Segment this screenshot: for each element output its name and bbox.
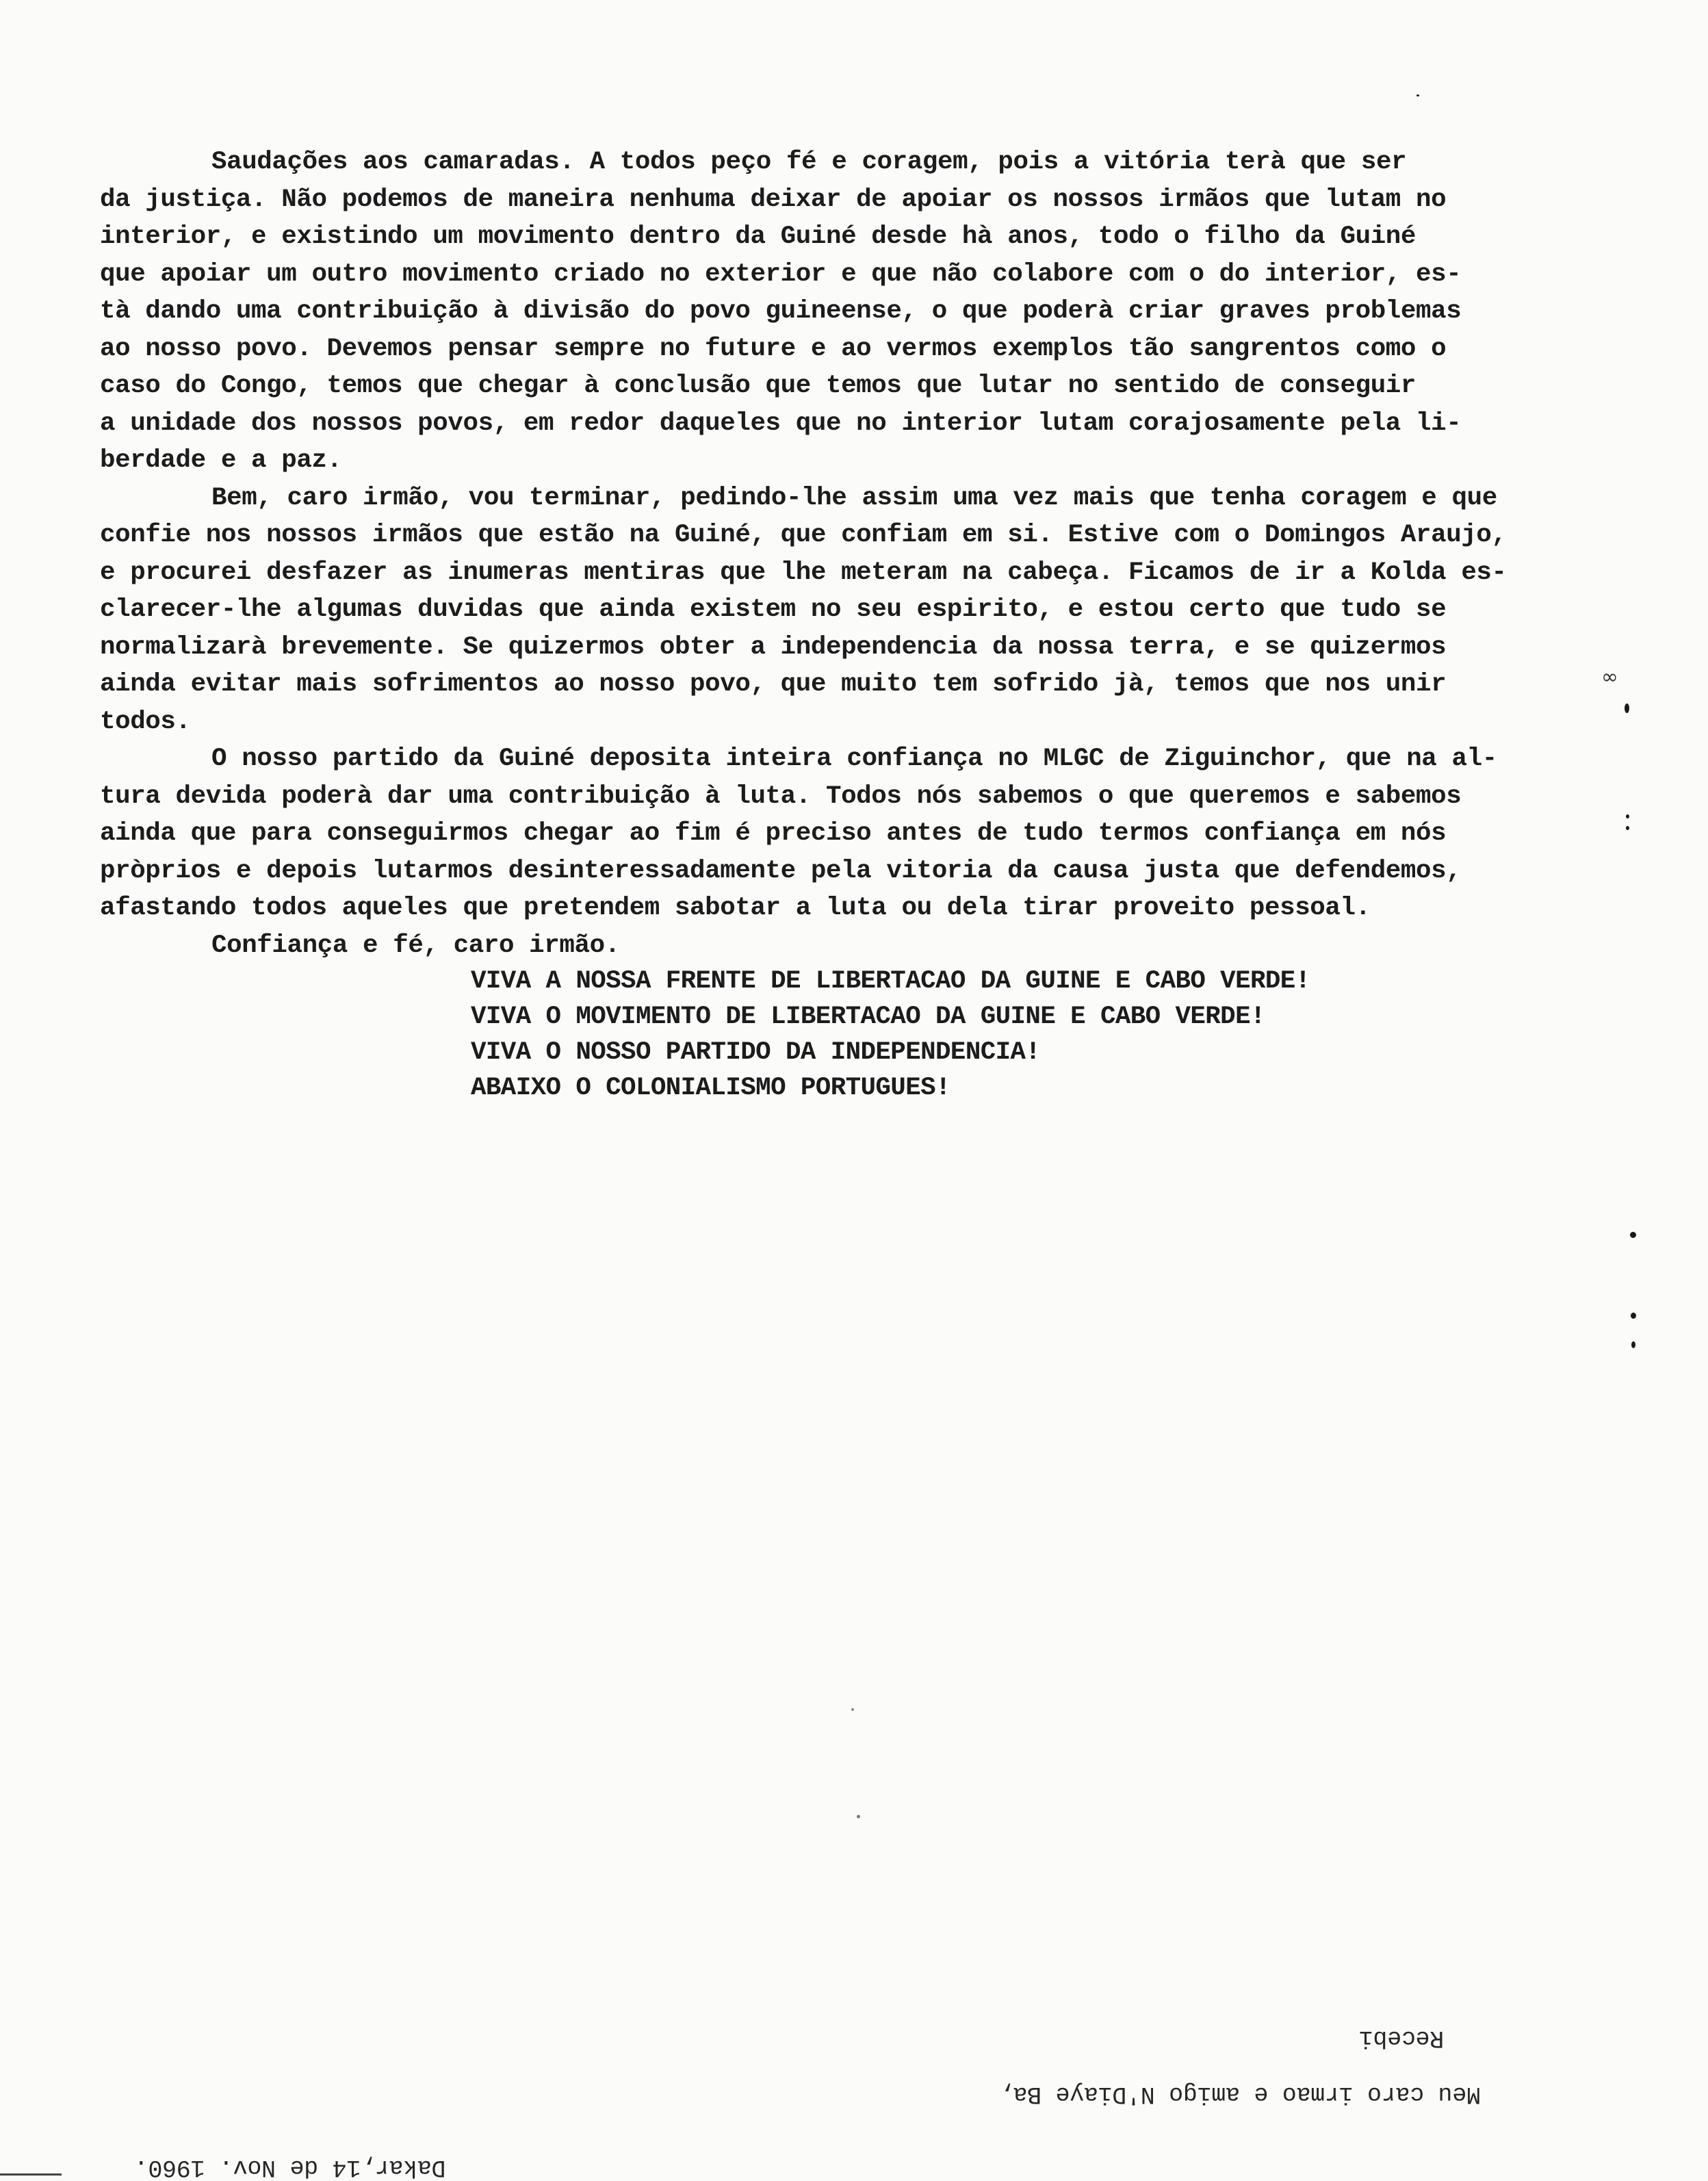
closing-line: Confiança e fé, caro irmão. bbox=[211, 931, 620, 960]
reverse-date-text: Dakar,14 de Nov. 1960. bbox=[134, 2154, 446, 2181]
margin-scribble-icon: ∞ bbox=[1601, 665, 1618, 689]
ink-speck bbox=[1631, 1341, 1635, 1348]
text-line: da justiça. Não podemos de maneira nenhuma deixar de apoiar os nossos irmãos que lutam no bbox=[100, 185, 1447, 214]
text-line: confie nos nossos irmãos que estão na Guiné, que confiam em si. Estive com o Domingos Araujo, bbox=[100, 521, 1507, 550]
ink-speck bbox=[1626, 814, 1629, 818]
text-line: tura devida poderà dar uma contribuição à luta. Todos nós sabemos o que queremos e sabemos bbox=[100, 782, 1462, 811]
paragraph-2 bbox=[100, 480, 1605, 741]
text-line: Bem, caro irmão, vou terminar, pedindo-lhe assim uma vez mais que tenha coragem e que bbox=[211, 483, 1497, 513]
reverse-recebi-text: Recebi bbox=[1359, 2024, 1445, 2052]
slogans-block bbox=[471, 964, 1310, 1106]
text-line: normalizarà brevemente. Se quizermos obter a independencia da nossa terra, e se quizermos bbox=[100, 632, 1447, 662]
text-line: caso do Congo, temos que chegar à conclusão que temos que lutar no sentido de conseguir bbox=[100, 372, 1416, 400]
slogan-line: VIVA O NOSSO PARTIDO DA INDEPENDENCIA! bbox=[471, 1038, 1041, 1067]
text-line: tà dando uma contribuição à divisão do povo guineense, o que poderà criar graves problemas bbox=[100, 297, 1462, 326]
text-line: ao nosso povo. Devemos pensar sempre no future e ao vermos exemplos tão sangrentos como o bbox=[100, 334, 1447, 363]
text-line: todos. bbox=[100, 707, 191, 736]
text-line: ainda que para conseguirmos chegar ao fim é preciso antes de tudo termos confiança em nós bbox=[100, 819, 1447, 848]
text-line: Saudações aos camaradas. A todos peço fé e coragem, pois a vitória terà que ser bbox=[211, 148, 1407, 177]
ink-speck bbox=[1625, 704, 1629, 713]
text-line: interior, e existindo um movimento dentro da Guiné desde hà anos, todo o filho da Guiné bbox=[100, 222, 1416, 251]
text-line: O nosso partido da Guiné deposita inteira confiança no MLGC de Ziguinchor, que na al- bbox=[211, 745, 1497, 773]
letter-body bbox=[100, 144, 1605, 964]
ink-speck bbox=[1631, 1313, 1636, 1319]
ink-speck bbox=[1626, 826, 1629, 830]
text-line: e procurei desfazer as inumeras mentiras que lhe meteram na cabeça. Ficamos de ir a Kolda es- bbox=[100, 558, 1507, 587]
paragraph-3 bbox=[100, 740, 1605, 927]
slogan-line: VIVA O MOVIMENTO DE LIBERTACAO DA GUINE E CABO VERDE! bbox=[471, 1003, 1265, 1031]
paragraph-4 bbox=[100, 927, 1605, 965]
text-line: afastando todos aqueles que pretendem sabotar a luta ou dela tirar proveito pessoal. bbox=[100, 894, 1371, 922]
ink-speck bbox=[1630, 1232, 1636, 1238]
text-line: pròprios e depois lutarmos desinteressadamente pela vitoria da causa justa que defendemos, bbox=[100, 856, 1462, 886]
text-line: ainda evitar mais sofrimentos ao nosso povo, que muito tem sofrido jà, temos que nos unir bbox=[100, 670, 1447, 699]
reverse-salutation-text: Meu caro irmao e amigo N'Diaye Ba, bbox=[999, 2080, 1481, 2108]
text-line: a unidade dos nossos povos, em redor daqueles que no interior lutam corajosamente pela li- bbox=[100, 409, 1462, 438]
ink-speck bbox=[1416, 94, 1419, 96]
paragraph-1 bbox=[100, 144, 1605, 480]
ink-speck bbox=[851, 1708, 854, 1711]
slogan-line: ABAIXO O COLONIALISMO PORTUGUES! bbox=[471, 1074, 950, 1102]
text-line: berdade e a paz. bbox=[100, 446, 342, 475]
ink-speck bbox=[857, 1815, 860, 1818]
edge-rule bbox=[0, 2173, 62, 2176]
text-line: que apoiar um outro movimento criado no exterior e que não colabore com o do interior, es- bbox=[100, 259, 1462, 289]
slogan-line: VIVA A NOSSA FRENTE DE LIBERTACAO DA GUINE E CABO VERDE! bbox=[471, 967, 1310, 996]
text-line: clarecer-lhe algumas duvidas que ainda existem no seu espirito, e estou certo que tudo se bbox=[100, 595, 1447, 624]
